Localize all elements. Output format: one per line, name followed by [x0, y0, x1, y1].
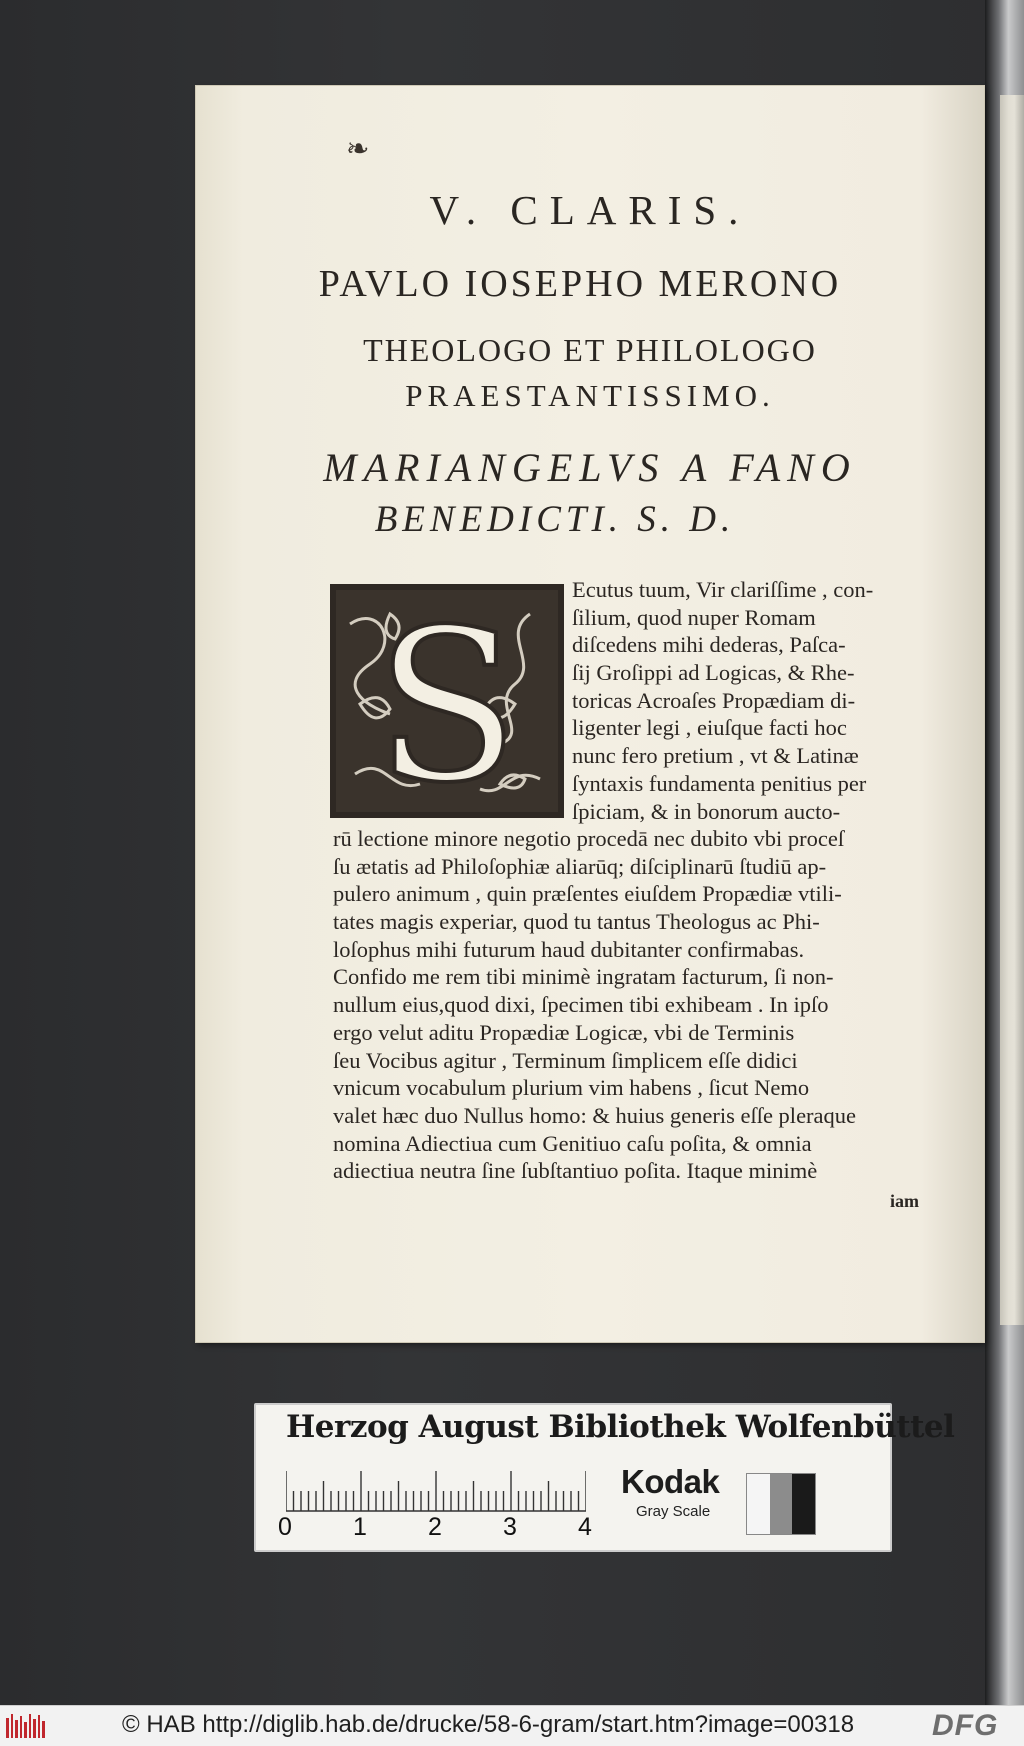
heading-line-4: PRAESTANTISSIMO. — [405, 378, 775, 413]
library-color-bar — [254, 1403, 955, 1552]
ruler-numbers — [278, 1513, 598, 1543]
footer-bar — [0, 1705, 1024, 1746]
text-line: nunc fero pretium , vt & Latinæ — [572, 743, 859, 769]
heading-line-6: BENEDICTI. S. D. — [374, 499, 736, 540]
heading-line-1: V. CLARIS. — [429, 187, 751, 233]
text-line: adiectiua neutra ſine ſubſtantiuo poſita. Itaque minimè — [333, 1158, 818, 1184]
ruler-number: 4 — [578, 1513, 592, 1541]
text-line: ſilium, quod nuper Romam — [572, 604, 816, 630]
text-line: ſu ætatis ad Philoſophiæ aliarūq; diſciplinarū ſtudiū ap- — [333, 853, 827, 879]
text-line: ligenter legi , eiuſque facti hoc — [572, 715, 847, 741]
heading-line-3: THEOLOGO ET PHILOLOGO — [363, 332, 817, 368]
text-line: valet hæc duo Nullus homo: & huius generis eſſe pleraque — [333, 1102, 857, 1128]
text-line: ergo velut aditu Propædiæ Logicæ, vbi de Terminis — [333, 1019, 795, 1045]
text-line: ſeu Vocibus agitur , Terminum ſimplicem eſſe didici — [333, 1047, 798, 1073]
barcode-icon — [6, 1714, 46, 1738]
text-line: Ecutus tuum, Vir clariſſime , con- — [572, 577, 874, 602]
text-line: nullum eius,quod dixi, ſpecimen tibi exhibeam . In ipſo — [333, 992, 829, 1018]
text-line: tates magis experiar, quod tu tantus Theologus ac Phi- — [333, 909, 820, 935]
text-line: rū lectione minore negotio procedā nec dubito vbi proceſ — [333, 826, 845, 851]
dfg-logo: DFG — [932, 1709, 999, 1742]
gray-patch — [792, 1474, 815, 1534]
text-line: toricas Acroaſes Propædiam di- — [572, 687, 856, 713]
ruler-number: 2 — [428, 1513, 442, 1541]
ruler-number: 0 — [278, 1513, 292, 1541]
ruler-number: 3 — [503, 1513, 517, 1541]
text-line: vnicum vocabulum plurium vim habens , ſicut Nemo — [333, 1075, 810, 1101]
text-line: loſophus mihi futurum haud dubitanter confirmabas. — [333, 936, 805, 962]
text-line: Confido me rem tibi minimè ingratam facturum, ſi non- — [333, 964, 834, 990]
text-line: nomina Adiectiua cum Genitiuo caſu poſita, & omnia — [333, 1130, 812, 1156]
book-page — [196, 86, 984, 1342]
text-right-column — [572, 576, 873, 825]
footer-copyright-url: © HAB http://diglib.hab.de/drucke/58-6-gram/start.htm?image=00318 — [122, 1711, 855, 1738]
foliage-initial-icon — [330, 584, 564, 818]
text-line: ſyntaxis fundamenta penitius per — [572, 770, 867, 796]
text-line: pulero animum , quin præſentes eiuſdem Propædiæ vtili- — [333, 881, 842, 907]
gray-patch — [770, 1474, 793, 1534]
text-full-width — [333, 825, 856, 1185]
ruler-number: 1 — [353, 1513, 367, 1541]
heading-line-5: MARIANGELVS A FANO — [323, 445, 857, 490]
ruler-icon — [286, 1471, 586, 1515]
gray-scale-patches — [746, 1473, 816, 1535]
heading-line-2: PAVLO IOSEPHO MERONO — [318, 263, 842, 305]
gray-patch — [747, 1474, 770, 1534]
text-line: ſij Groſippi ad Logicas, & Rhe- — [572, 660, 855, 686]
catchword: iam — [890, 1191, 919, 1211]
adjacent-page-sliver — [1000, 95, 1024, 1325]
kodak-subtitle: Gray Scale — [636, 1503, 711, 1520]
text-line: ſpiciam, & in bonorum aucto- — [572, 798, 841, 824]
library-name: Herzog August Bibliothek Wolfenbüttel — [286, 1409, 955, 1445]
text-line: diſcedens mihi dederas, Paſca- — [572, 632, 846, 658]
decorated-initial — [330, 584, 564, 818]
initial-letter: S — [375, 584, 519, 818]
fleuron-ornament: ❧ — [346, 134, 370, 165]
kodak-logo: Kodak — [621, 1463, 720, 1500]
